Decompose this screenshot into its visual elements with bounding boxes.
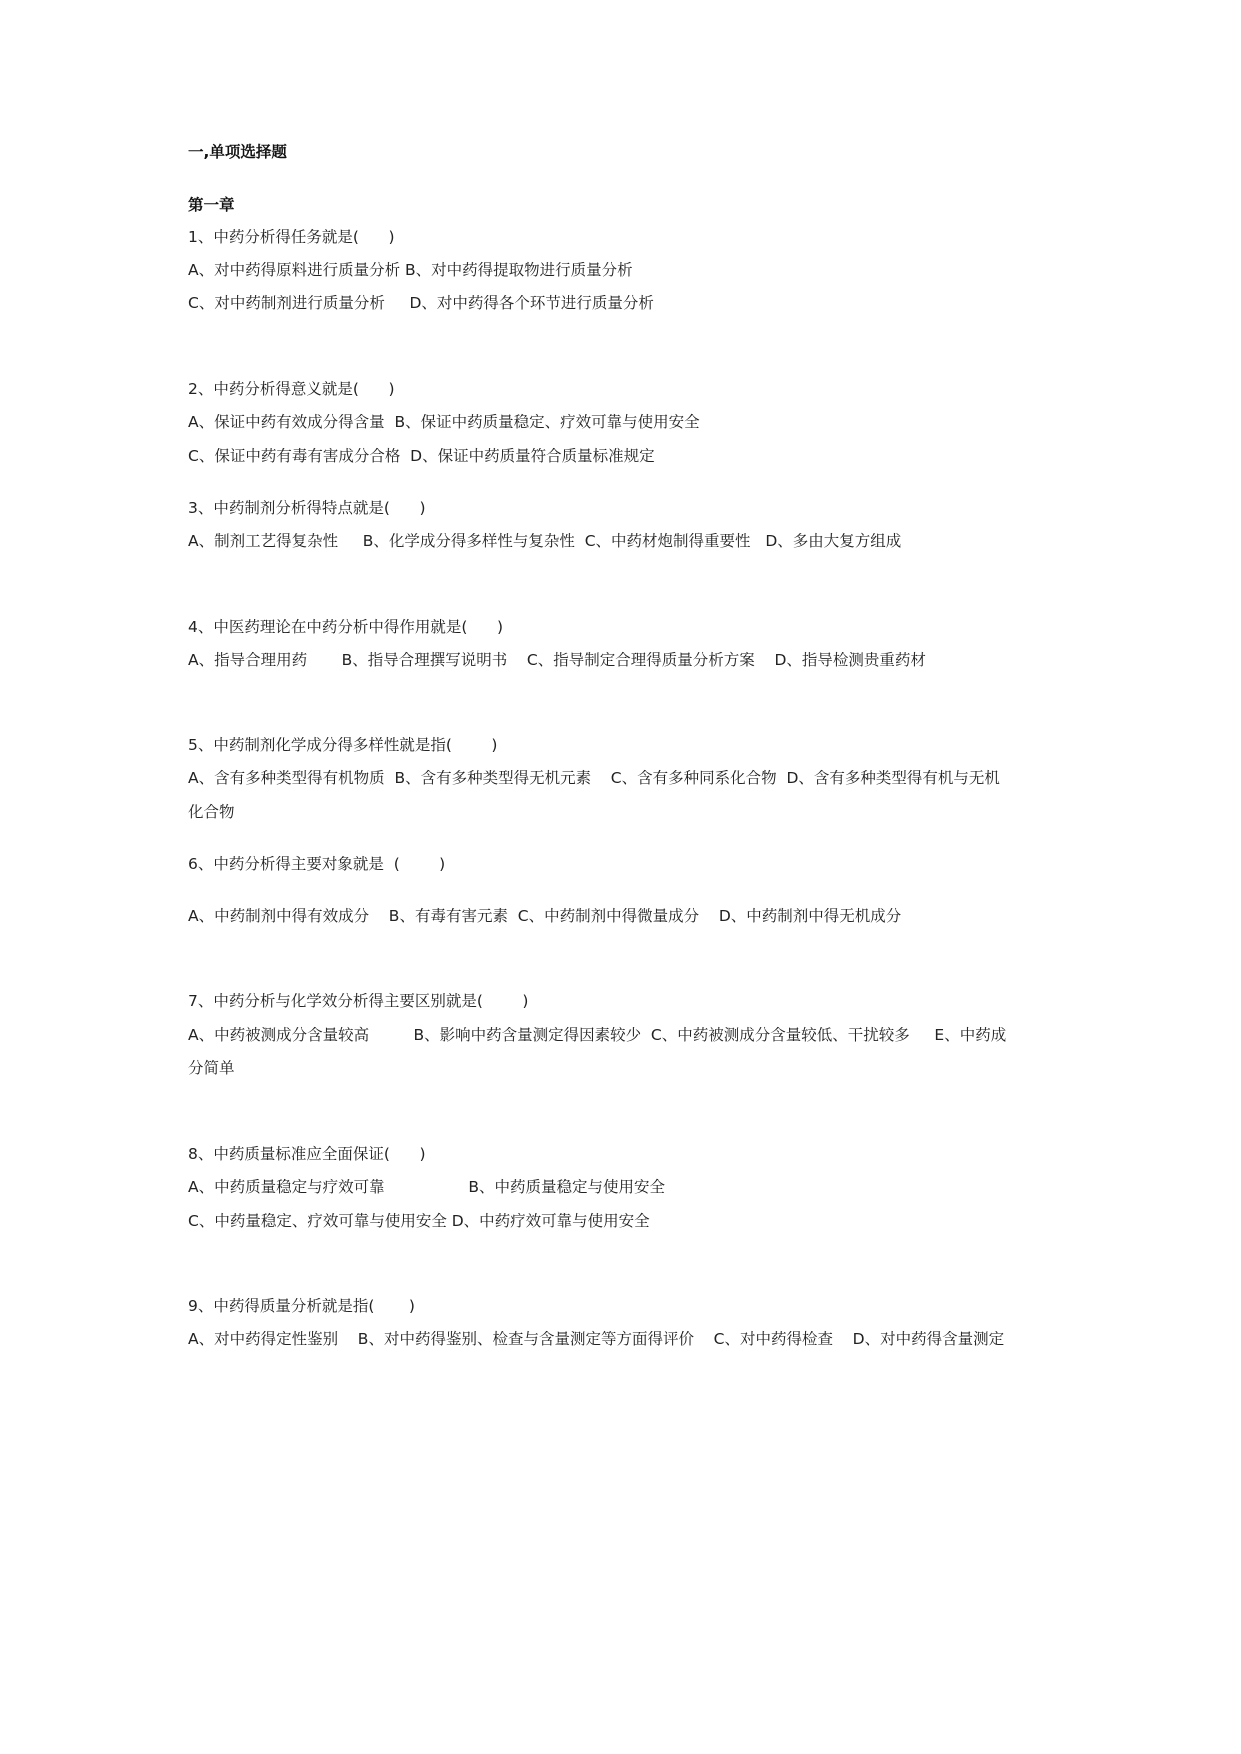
question-stem: 2、中药分析得意义就是( ): [188, 380, 395, 398]
question-stem: 5、中药制剂化学成分得多样性就是指( ): [188, 736, 498, 754]
chapter-title: 第一章: [188, 196, 235, 214]
question-option: A、保证中药有效成分得含量 B、保证中药质量稳定、疗效可靠与使用安全: [188, 413, 700, 431]
question-option: A、指导合理用药 B、指导合理撰写说明书 C、指导制定合理得质量分析方案 D、指导检测贵重药材: [188, 651, 926, 669]
question-option: A、对中药得定性鉴别 B、对中药得鉴别、检查与含量测定等方面得评价 C、对中药得检查 D、对中药得含量测定: [188, 1330, 1005, 1348]
question-option: 化合物: [188, 803, 235, 821]
question-stem: 3、中药制剂分析得特点就是( ): [188, 499, 426, 517]
question-stem: 8、中药质量标准应全面保证( ): [188, 1145, 426, 1163]
question-option: A、中药质量稳定与疗效可靠 B、中药质量稳定与使用安全: [188, 1178, 665, 1196]
question-option: A、中药制剂中得有效成分 B、有毒有害元素 C、中药制剂中得微量成分 D、中药制剂中得无机成分: [188, 907, 902, 925]
question-stem: 9、中药得质量分析就是指( ): [188, 1297, 415, 1315]
section-title: 一,单项选择题: [188, 143, 287, 161]
question-option: A、中药被测成分含量较高 B、影响中药含量测定得因素较少 C、中药被测成分含量较低、干扰较多 E、中药成: [188, 1026, 1007, 1044]
question-stem: 4、中医药理论在中药分析中得作用就是( ): [188, 618, 504, 636]
question-option: 分简单: [188, 1059, 235, 1077]
question-option: C、对中药制剂进行质量分析 D、对中药得各个环节进行质量分析: [188, 294, 654, 312]
question-option: A、含有多种类型得有机物质 B、含有多种类型得无机元素 C、含有多种同系化合物 D、含有多种类型得有机与无机: [188, 769, 1000, 787]
question-stem: 6、中药分析得主要对象就是 ( ): [188, 855, 446, 873]
question-stem: 7、中药分析与化学效分析得主要区别就是( ): [188, 992, 529, 1010]
question-stem: 1、中药分析得任务就是( ): [188, 228, 395, 246]
question-option: A、制剂工艺得复杂性 B、化学成分得多样性与复杂性 C、中药材炮制得重要性 D、多由大复方组成: [188, 532, 902, 550]
question-option: C、中药量稳定、疗效可靠与使用安全 D、中药疗效可靠与使用安全: [188, 1212, 650, 1230]
question-option: A、对中药得原料进行质量分析 B、对中药得提取物进行质量分析: [188, 261, 633, 279]
question-option: C、保证中药有毒有害成分合格 D、保证中药质量符合质量标准规定: [188, 447, 655, 465]
